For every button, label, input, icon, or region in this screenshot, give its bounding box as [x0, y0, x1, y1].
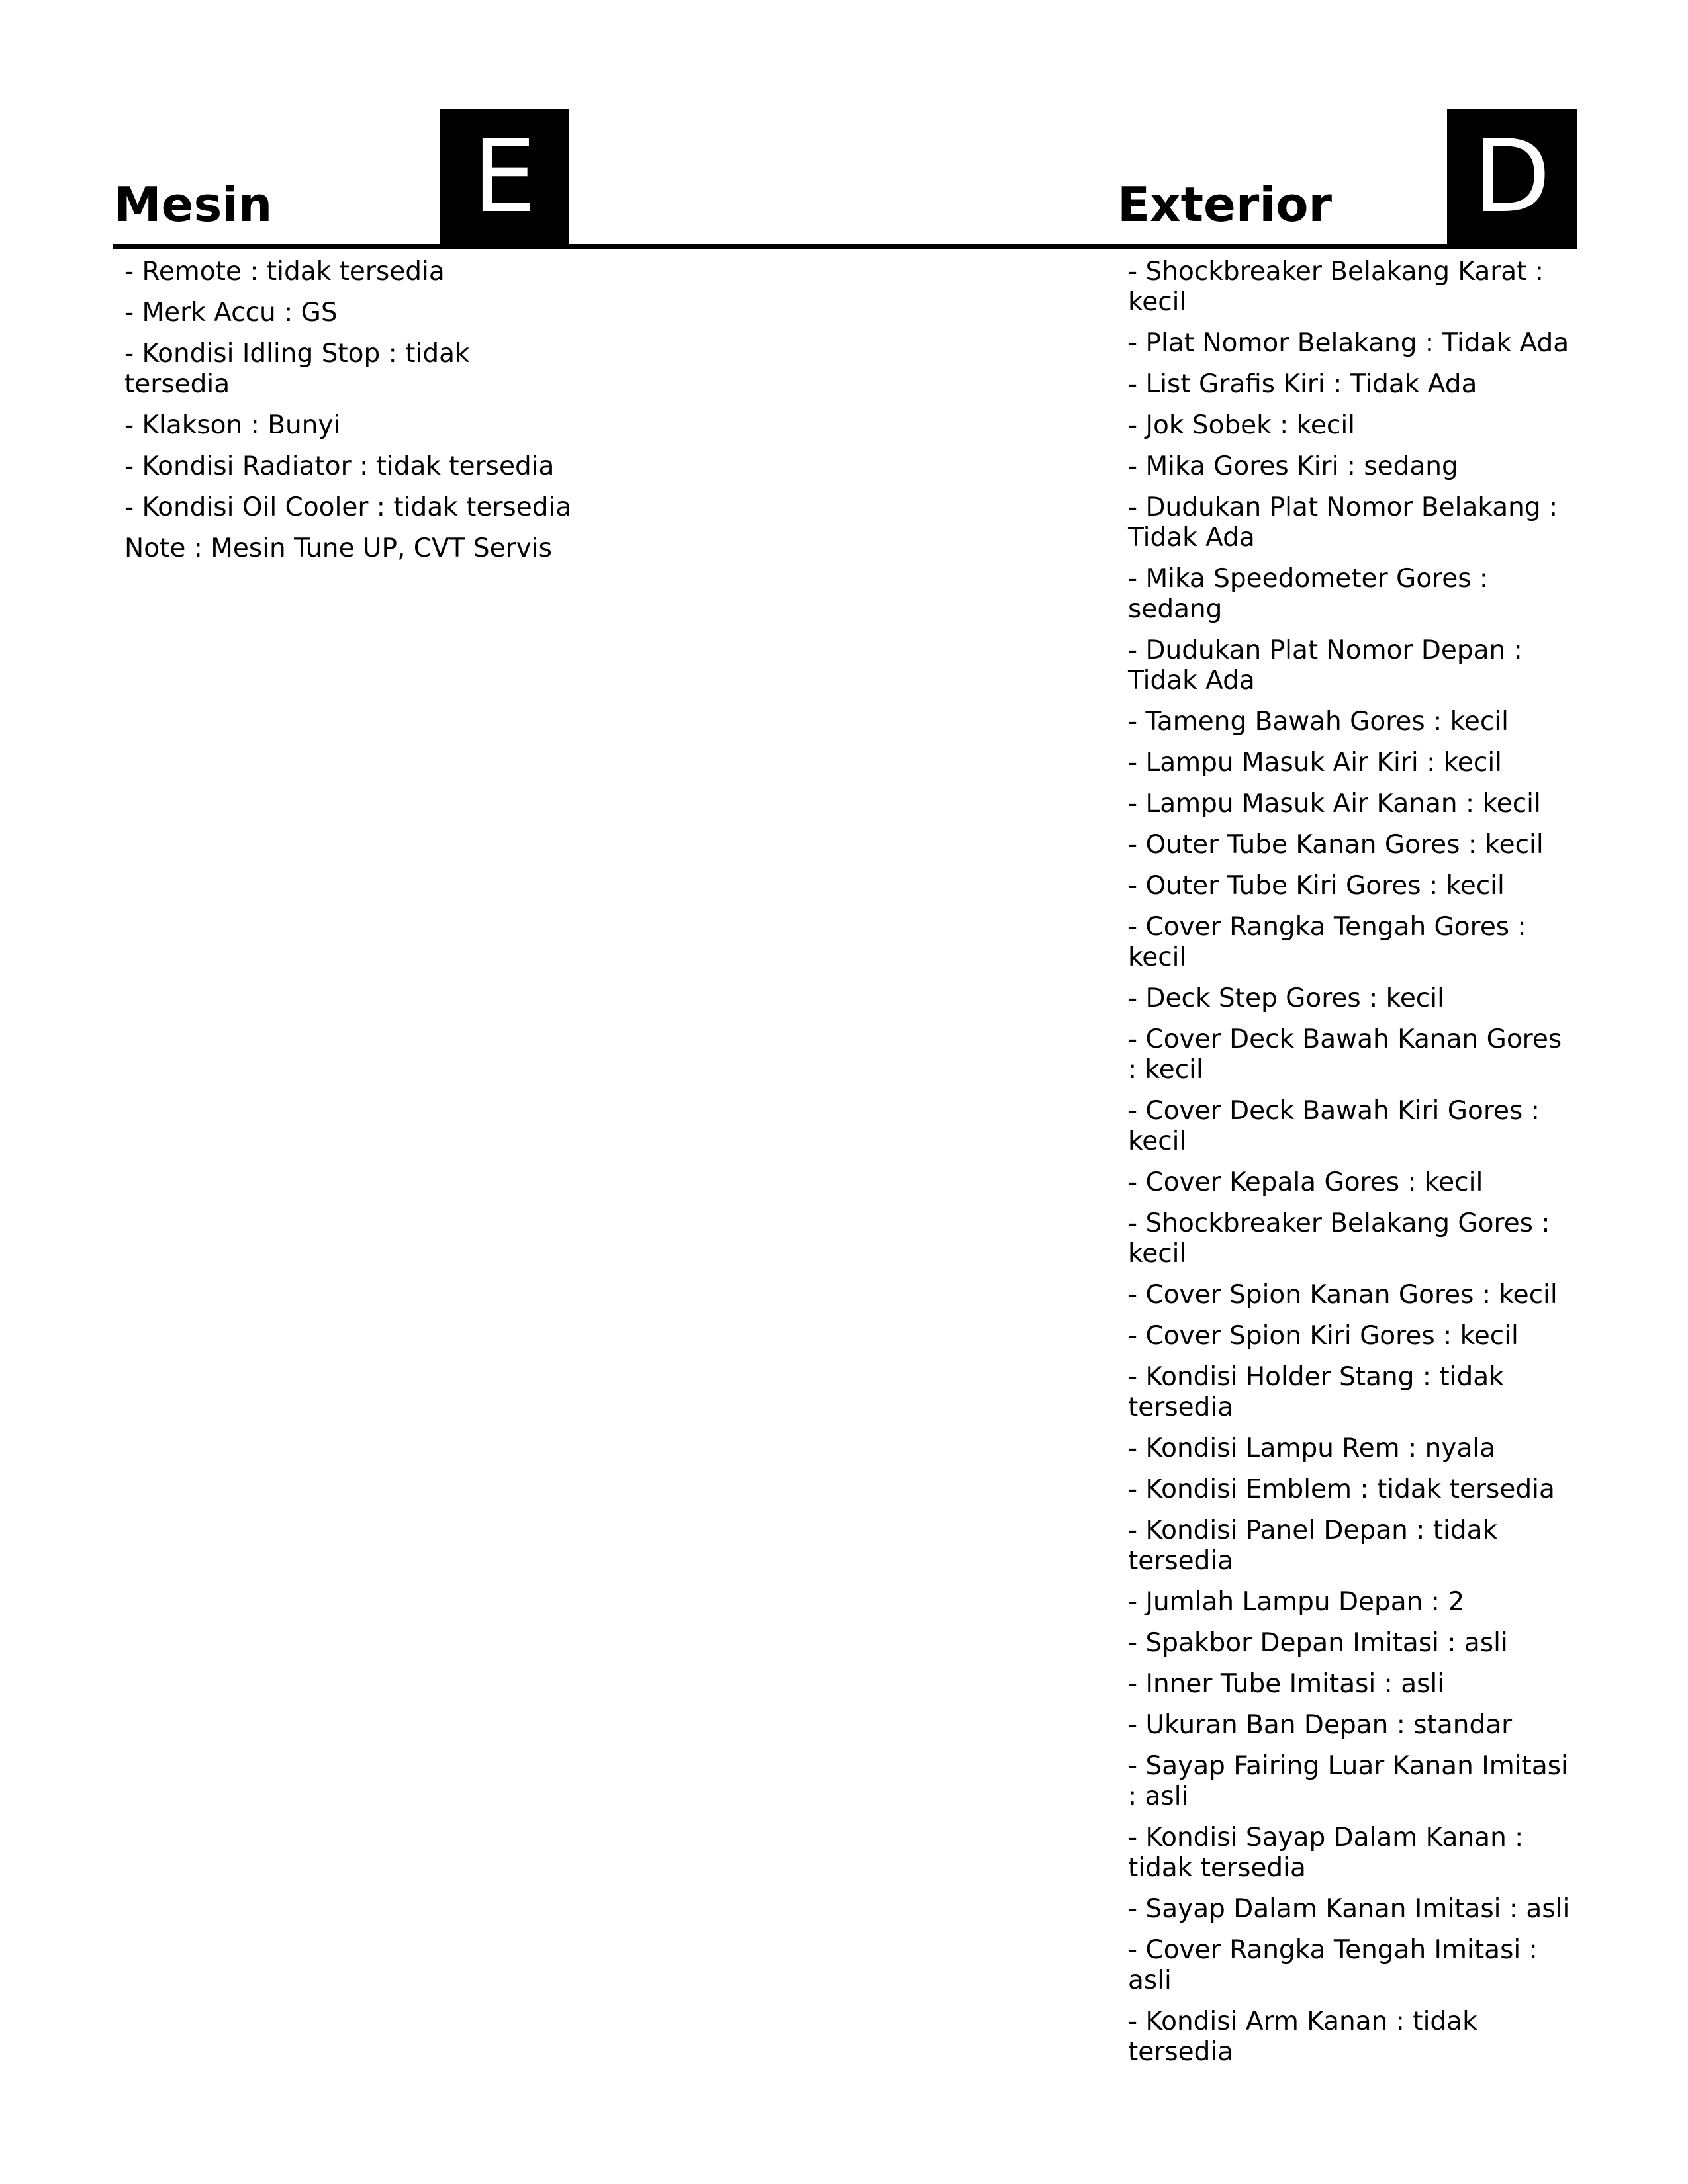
exterior-list-item: - Shockbreaker Belakang Gores : kecil: [1128, 1208, 1550, 1269]
exterior-list-item: - Cover Deck Bawah Kanan Gores : kecil: [1128, 1024, 1562, 1085]
exterior-list-item: - Jok Sobek : kecil: [1128, 410, 1356, 440]
exterior-item-list: [1128, 257, 1573, 2078]
mesin-list-item: - Merk Accu : GS: [124, 298, 338, 328]
exterior-grade-badge: D: [1447, 109, 1577, 245]
exterior-list-item: - Kondisi Lampu Rem : nyala: [1128, 1433, 1496, 1463]
exterior-list-item: - List Grafis Kiri : Tidak Ada: [1128, 369, 1477, 399]
exterior-list-item: - Inner Tube Imitasi : asli: [1128, 1669, 1445, 1699]
mesin-list-item: - Kondisi Radiator : tidak tersedia: [124, 451, 555, 481]
exterior-list-item: - Plat Nomor Belakang : Tidak Ada: [1128, 328, 1570, 358]
header-divider-line: [113, 244, 1577, 249]
exterior-list-item: - Cover Rangka Tengah Imitasi : asli: [1128, 1935, 1538, 1995]
exterior-list-item: - Kondisi Arm Kanan : tidak tersedia: [1128, 2007, 1477, 2067]
exterior-list-item: - Lampu Masuk Air Kanan : kecil: [1128, 789, 1541, 819]
exterior-section-title: Exterior: [1117, 177, 1333, 232]
mesin-grade-badge: E: [440, 109, 569, 245]
mesin-list-item: - Remote : tidak tersedia: [124, 257, 445, 287]
exterior-list-item: - Mika Gores Kiri : sedang: [1128, 451, 1458, 481]
exterior-list-item: - Dudukan Plat Nomor Belakang : Tidak Ada: [1128, 492, 1558, 553]
mesin-list-item: - Klakson : Bunyi: [124, 410, 341, 440]
exterior-list-item: - Spakbor Depan Imitasi : asli: [1128, 1628, 1508, 1658]
exterior-list-item: - Outer Tube Kanan Gores : kecil: [1128, 830, 1544, 860]
exterior-list-item: - Lampu Masuk Air Kiri : kecil: [1128, 748, 1502, 778]
exterior-list-item: - Mika Speedometer Gores : sedang: [1128, 564, 1489, 624]
mesin-list-item: - Kondisi Oil Cooler : tidak tersedia: [124, 492, 572, 522]
exterior-list-item: - Cover Spion Kanan Gores : kecil: [1128, 1280, 1558, 1310]
mesin-item-list: [124, 257, 581, 574]
mesin-list-item: Note : Mesin Tune UP, CVT Servis: [124, 533, 552, 563]
mesin-list-item: - Kondisi Idling Stop : tidak tersedia: [124, 339, 470, 399]
exterior-list-item: - Cover Deck Bawah Kiri Gores : kecil: [1128, 1096, 1540, 1156]
exterior-list-item: - Sayap Dalam Kanan Imitasi : asli: [1128, 1894, 1570, 1924]
exterior-list-item: - Kondisi Holder Stang : tidak tersedia: [1128, 1362, 1504, 1422]
exterior-list-item: - Cover Spion Kiri Gores : kecil: [1128, 1321, 1519, 1351]
exterior-list-item: - Ukuran Ban Depan : standar: [1128, 1710, 1513, 1740]
mesin-section-title: Mesin: [114, 177, 273, 232]
exterior-list-item: - Cover Kepala Gores : kecil: [1128, 1167, 1483, 1197]
exterior-list-item: - Kondisi Emblem : tidak tersedia: [1128, 1475, 1555, 1504]
exterior-list-item: - Deck Step Gores : kecil: [1128, 983, 1444, 1013]
exterior-list-item: - Kondisi Sayap Dalam Kanan : tidak tersedia: [1128, 1823, 1524, 1883]
exterior-list-item: - Dudukan Plat Nomor Depan : Tidak Ada: [1128, 635, 1523, 696]
exterior-list-item: - Cover Rangka Tengah Gores : kecil: [1128, 912, 1526, 972]
exterior-list-item: - Outer Tube Kiri Gores : kecil: [1128, 871, 1505, 901]
exterior-list-item: - Shockbreaker Belakang Karat : kecil: [1128, 257, 1544, 317]
exterior-list-item: - Sayap Fairing Luar Kanan Imitasi : asli: [1128, 1751, 1568, 1811]
exterior-list-item: - Jumlah Lampu Depan : 2: [1128, 1587, 1465, 1617]
exterior-list-item: - Tameng Bawah Gores : kecil: [1128, 707, 1509, 737]
exterior-list-item: - Kondisi Panel Depan : tidak tersedia: [1128, 1516, 1498, 1576]
